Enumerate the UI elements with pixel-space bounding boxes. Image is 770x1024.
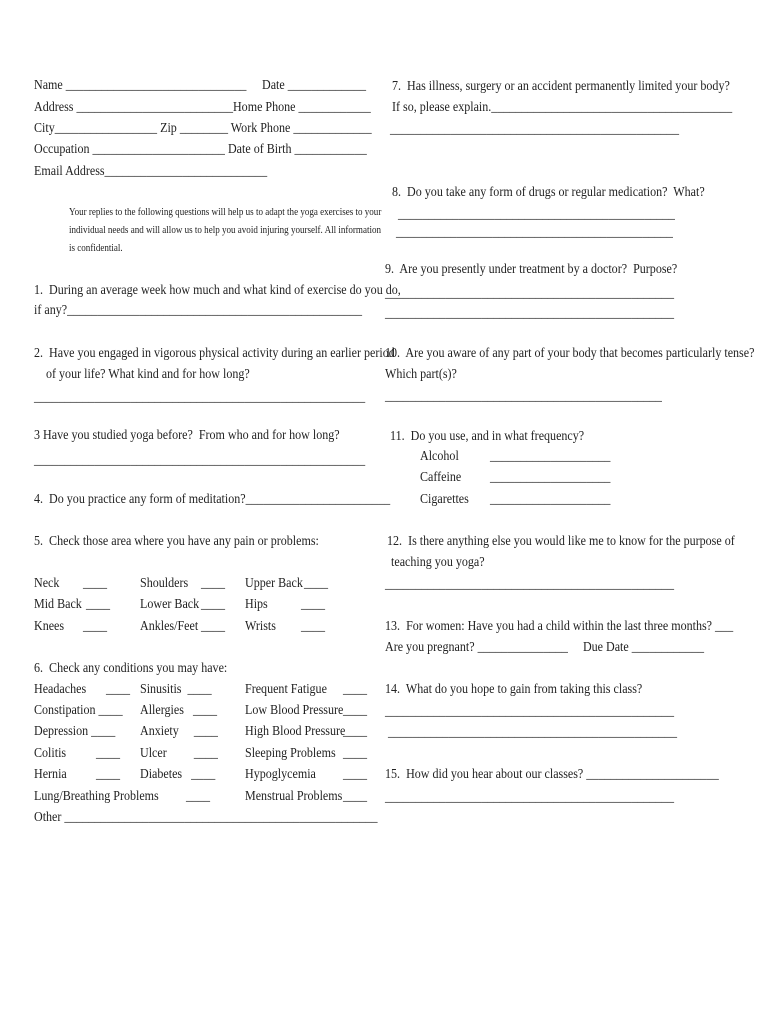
question-9: 9. Are you presently under treatment by a doctor? Purpose? bbox=[385, 262, 678, 277]
question-13-line-2[interactable]: Are you pregnant? _______________ Due Date ____________ bbox=[385, 640, 705, 655]
question-1-answer[interactable]: if any?_________________________________________________ bbox=[34, 303, 363, 318]
question-2-answer[interactable]: _______________________________________________________ bbox=[34, 390, 366, 405]
question-9-answer-2[interactable]: ________________________________________________ bbox=[385, 306, 674, 321]
subst-caffeine-blank[interactable]: ____________________ bbox=[490, 470, 611, 485]
question-2: 2. Have you engaged in vigorous physical activity during an earlier period bbox=[34, 346, 395, 361]
cond-low-bp: Low Blood Pressure bbox=[245, 703, 344, 718]
subst-cigarettes-blank[interactable]: ____________________ bbox=[490, 492, 611, 507]
question-12-line-2: teaching you yoga? bbox=[391, 555, 485, 570]
question-8-answer-2[interactable]: ______________________________________________ bbox=[396, 225, 673, 240]
occupation-field[interactable]: Occupation ______________________ Date of Birth ____________ bbox=[34, 142, 367, 157]
cond-sleeping: Sleeping Problems bbox=[245, 746, 336, 761]
pain-hips-blank[interactable]: ____ bbox=[301, 597, 326, 612]
question-14-answer-2[interactable]: ________________________________________________ bbox=[388, 725, 677, 740]
question-4[interactable]: 4. Do you practice any form of meditation?________________________ bbox=[34, 492, 391, 507]
question-8-answer-1[interactable]: ______________________________________________ bbox=[398, 207, 675, 222]
subst-alcohol: Alcohol bbox=[420, 449, 459, 464]
question-12: 12. Is there anything else you would like me to know for the purpose of bbox=[387, 534, 735, 549]
question-8: 8. Do you take any form of drugs or regular medication? What? bbox=[392, 185, 705, 200]
question-15[interactable]: 15. How did you hear about our classes? ______________________ bbox=[385, 767, 719, 782]
question-6: 6. Check any conditions you may have: bbox=[34, 661, 228, 676]
cond-hernia-blank[interactable]: ____ bbox=[96, 767, 121, 782]
pain-midback: Mid Back bbox=[34, 597, 82, 612]
cond-lung-blank[interactable]: ____ bbox=[186, 789, 211, 804]
pain-shoulders: Shoulders bbox=[140, 576, 189, 591]
name-field[interactable]: Name ______________________________ bbox=[34, 78, 247, 93]
question-10: 10. Are you aware of any part of your body that becomes particularly tense? bbox=[385, 346, 755, 361]
cond-headaches: Headaches bbox=[34, 682, 87, 697]
pain-lowerback: Lower Back bbox=[140, 597, 200, 612]
question-7: 7. Has illness, surgery or an accident permanently limited your body? bbox=[392, 79, 730, 94]
pain-anklesfeet-blank[interactable]: ____ bbox=[201, 619, 226, 634]
cond-ulcer[interactable]: Ulcer ____ bbox=[140, 746, 218, 761]
cond-headaches-blank[interactable]: ____ bbox=[106, 682, 131, 697]
pain-wrists: Wrists bbox=[245, 619, 276, 634]
intro-line-3: is confidential. bbox=[69, 243, 123, 254]
subst-caffeine: Caffeine bbox=[420, 470, 462, 485]
question-12-answer[interactable]: ________________________________________________ bbox=[385, 577, 674, 592]
question-10-line-2: Which part(s)? bbox=[385, 367, 457, 382]
question-9-answer-1[interactable]: ________________________________________________ bbox=[385, 286, 674, 301]
subst-cigarettes: Cigarettes bbox=[420, 492, 469, 507]
intro-line-1: Your replies to the following questions will help us to adapt the yoga exercises to your bbox=[69, 207, 382, 218]
cond-menstrual-blank[interactable]: ____ bbox=[343, 789, 368, 804]
pain-wrists-blank[interactable]: ____ bbox=[301, 619, 326, 634]
cond-allergies[interactable]: Allergies ____ bbox=[140, 703, 218, 718]
pain-knees: Knees bbox=[34, 619, 65, 634]
question-11: 11. Do you use, and in what frequency? bbox=[390, 429, 585, 444]
cond-colitis-blank[interactable]: ____ bbox=[96, 746, 121, 761]
address-field[interactable]: Address __________________________Home Phone ____________ bbox=[34, 100, 371, 115]
cond-lung: Lung/Breathing Problems bbox=[34, 789, 159, 804]
cond-other[interactable]: Other ____________________________________________________ bbox=[34, 810, 378, 825]
pain-upperback: Upper Back bbox=[245, 576, 303, 591]
intro-line-2: individual needs and will allow us to help you avoid injuring yourself. All information bbox=[69, 225, 382, 236]
pain-shoulders-blank[interactable]: ____ bbox=[201, 576, 226, 591]
question-15-answer[interactable]: ________________________________________________ bbox=[385, 790, 674, 805]
cond-low-bp-blank[interactable]: ____ bbox=[343, 703, 368, 718]
pain-knees-blank[interactable]: ____ bbox=[83, 619, 108, 634]
question-14-answer-1[interactable]: ________________________________________________ bbox=[385, 704, 674, 719]
question-1: 1. During an average week how much and what kind of exercise do you do, bbox=[34, 283, 401, 298]
question-7-answer[interactable]: ________________________________________________ bbox=[390, 122, 679, 137]
pain-lowerback-blank[interactable]: ____ bbox=[201, 597, 226, 612]
question-13[interactable]: 13. For women: Have you had a child within the last three months? ___ bbox=[385, 619, 734, 634]
cond-frequent-fatigue-blank[interactable]: ____ bbox=[343, 682, 368, 697]
cond-high-bp: High Blood Pressure bbox=[245, 724, 346, 739]
email-field[interactable]: Email Address___________________________ bbox=[34, 164, 268, 179]
pain-neck: Neck bbox=[34, 576, 60, 591]
cond-hernia: Hernia bbox=[34, 767, 67, 782]
question-5: 5. Check those area where you have any pain or problems: bbox=[34, 534, 319, 549]
cond-constipation[interactable]: Constipation ____ bbox=[34, 703, 123, 718]
cond-high-bp-blank[interactable]: ____ bbox=[343, 724, 368, 739]
cond-hypoglycemia: Hypoglycemia bbox=[245, 767, 316, 782]
pain-midback-blank[interactable]: ____ bbox=[86, 597, 111, 612]
date-field[interactable]: Date _____________ bbox=[262, 78, 367, 93]
cond-frequent-fatigue: Frequent Fatigue bbox=[245, 682, 327, 697]
cond-menstrual: Menstrual Problems bbox=[245, 789, 343, 804]
cond-diabetes[interactable]: Diabetes ____ bbox=[140, 767, 216, 782]
city-field[interactable]: City_________________ Zip ________ Work Phone _____________ bbox=[34, 121, 372, 136]
pain-hips: Hips bbox=[245, 597, 268, 612]
question-14: 14. What do you hope to gain from taking this class? bbox=[385, 682, 643, 697]
cond-hypoglycemia-blank[interactable]: ____ bbox=[343, 767, 368, 782]
question-7-line-2[interactable]: If so, please explain.________________________________________ bbox=[392, 100, 733, 115]
question-3-answer[interactable]: _______________________________________________________ bbox=[34, 453, 366, 468]
subst-alcohol-blank[interactable]: ____________________ bbox=[490, 449, 611, 464]
question-10-answer[interactable]: ______________________________________________ bbox=[385, 389, 662, 404]
cond-sinusitis[interactable]: Sinusitis ____ bbox=[140, 682, 212, 697]
cond-sleeping-blank[interactable]: ____ bbox=[343, 746, 368, 761]
pain-upperback-blank[interactable]: ____ bbox=[304, 576, 329, 591]
cond-depression[interactable]: Depression ____ bbox=[34, 724, 116, 739]
pain-anklesfeet: Ankles/Feet bbox=[140, 619, 199, 634]
question-3: 3 Have you studied yoga before? From who and for how long? bbox=[34, 428, 340, 443]
cond-colitis: Colitis bbox=[34, 746, 67, 761]
cond-anxiety[interactable]: Anxiety ____ bbox=[140, 724, 218, 739]
question-2-line-2: of your life? What kind and for how long? bbox=[46, 367, 250, 382]
pain-neck-blank[interactable]: ____ bbox=[83, 576, 108, 591]
